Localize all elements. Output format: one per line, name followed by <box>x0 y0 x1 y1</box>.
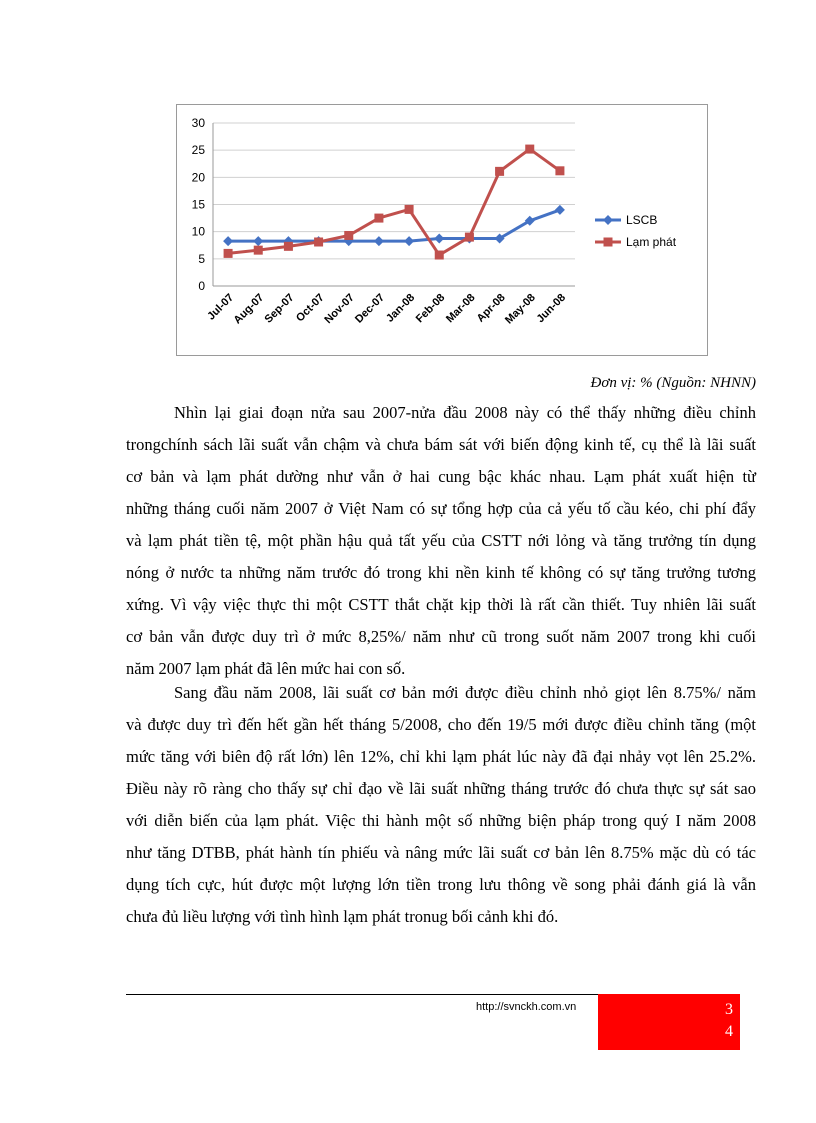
data-point <box>254 246 263 255</box>
x-tick-label: Apr-08 <box>474 291 508 325</box>
x-tick-label: Feb-08 <box>413 291 448 326</box>
y-tick-label: 15 <box>191 197 205 212</box>
x-tick-label: May-08 <box>503 291 538 327</box>
data-point <box>555 205 565 215</box>
chart-caption: Đơn vị: % (Nguồn: NHNN) <box>590 375 756 391</box>
chart-frame <box>176 104 708 356</box>
y-tick-label: 20 <box>191 170 205 185</box>
paragraph-2 <box>126 677 756 933</box>
data-point <box>284 242 293 251</box>
y-tick-label: 30 <box>191 116 205 130</box>
legend-label: Lạm phát <box>626 235 677 249</box>
data-point <box>223 236 233 246</box>
paragraph-line: năm 2007 lạm phát đã lên mức hai con số. <box>126 659 406 678</box>
data-point <box>224 249 233 258</box>
paragraph-line: Điều này rõ ràng cho thấy sự chỉ đạo về lãi suất những tháng trước đó chưa thực sự sát sao <box>126 779 756 798</box>
page-number <box>722 999 736 1043</box>
data-point <box>374 236 384 246</box>
paragraph-line: Nhìn lại giai đoạn nửa sau 2007-nửa đầu 2008 này có thể thấy những điều chỉnh <box>174 403 756 422</box>
paragraph-line: trongchính sách lãi suất vẫn chậm và chưa bám sát với biến động kinh tế, cụ thể là lãi suất <box>126 435 756 454</box>
data-point <box>253 236 263 246</box>
data-point <box>344 231 353 240</box>
paragraph-line: dụng tích cực, hút được một lượng lớn tiền trong lưu thông về song phải đánh giá là vẫn <box>126 875 756 894</box>
data-point <box>434 233 444 243</box>
x-tick-label: Jan-08 <box>384 291 418 325</box>
data-point <box>435 251 444 260</box>
series-line <box>228 149 560 255</box>
paragraph-line: cơ bản vẫn được duy trì ở mức 8,25%/ năm như cũ trong suốt năm 2007 trong khi cuối <box>126 627 756 646</box>
paragraph-line: với diễn biến của lạm phát. Việc thi hành một số những biện pháp trong quý I năm 2008 <box>126 811 756 830</box>
paragraph-line: và được duy trì đến hết gần hết tháng 5/2008, cho đến 19/5 mới được điều chỉnh tăng (một <box>126 715 756 734</box>
footer-rule <box>126 994 598 995</box>
legend-marker <box>604 238 613 247</box>
data-point <box>465 233 474 242</box>
paragraph-line: nóng ở nước ta những năm trước đó trong khi nền kinh tế không có sự tăng trưởng tương <box>126 563 756 582</box>
page-number-digit: 4 <box>725 1023 733 1040</box>
y-tick-label: 25 <box>191 143 205 158</box>
paragraph-line: Sang đầu năm 2008, lãi suất cơ bản mới được điều chỉnh nhỏ giọt lên 8.75%/ năm <box>174 683 756 702</box>
x-tick-label: Sep-07 <box>262 291 297 326</box>
paragraph-line: như tăng DTBB, phát hành tín phiếu và nâng mức lãi suất cơ bản lên 8.75% mặc dù có tác <box>126 843 756 862</box>
x-tick-label: Nov-07 <box>322 291 357 327</box>
page-number-digit: 3 <box>725 1001 733 1018</box>
paragraph-1 <box>126 397 756 685</box>
legend-label: LSCB <box>626 213 658 227</box>
line-chart <box>177 105 709 357</box>
paragraph-line: cơ bản và lạm phát dường như vẫn ở hai cung bậc khác nhau. Lạm phát xuất hiện từ <box>126 467 756 486</box>
paragraph-line: mức tăng với biên độ rất lớn) lên 12%, chỉ khi lạm phát lúc này đã đại nhảy vọt lên 25.2%. <box>126 747 756 766</box>
data-point <box>374 214 383 223</box>
x-tick-label: Aug-07 <box>231 291 267 327</box>
data-point <box>405 205 414 214</box>
x-tick-label: Oct-07 <box>294 291 327 325</box>
data-point <box>404 236 414 246</box>
data-point <box>314 237 323 246</box>
x-tick-label: Dec-07 <box>353 291 388 326</box>
footer-url[interactable]: http://svnckh.com.vn <box>476 1001 577 1013</box>
data-point <box>555 166 564 175</box>
y-tick-label: 0 <box>198 279 205 293</box>
paragraph-line: và lạm phát tiền tệ, một phần hậu quả tất yếu của CSTT nới lỏng và tăng trưởng tín dụng <box>126 531 756 550</box>
x-tick-label: Jul-07 <box>205 291 237 323</box>
paragraph-line: chưa đủ liều lượng với tình hình lạm phát tronug bối cảnh khi đó. <box>126 907 559 926</box>
x-tick-label: Mar-08 <box>443 291 478 326</box>
data-point <box>525 145 534 154</box>
x-tick-label: Jun-08 <box>534 291 569 326</box>
page-number-box <box>598 994 740 1050</box>
y-tick-label: 10 <box>191 224 205 239</box>
paragraph-line: xứng. Vì vậy việc thực thi một CSTT thắt chặt kịp thời là rất cần thiết. Tuy nhiên lãi suất <box>126 595 756 614</box>
paragraph-line: những tháng cuối năm 2007 ở Việt Nam có sự tổng hợp của cả yếu tố cầu kéo, chi phí đẩy <box>126 499 756 518</box>
legend-marker <box>603 215 613 225</box>
y-tick-label: 5 <box>198 251 205 266</box>
data-point <box>495 167 504 176</box>
